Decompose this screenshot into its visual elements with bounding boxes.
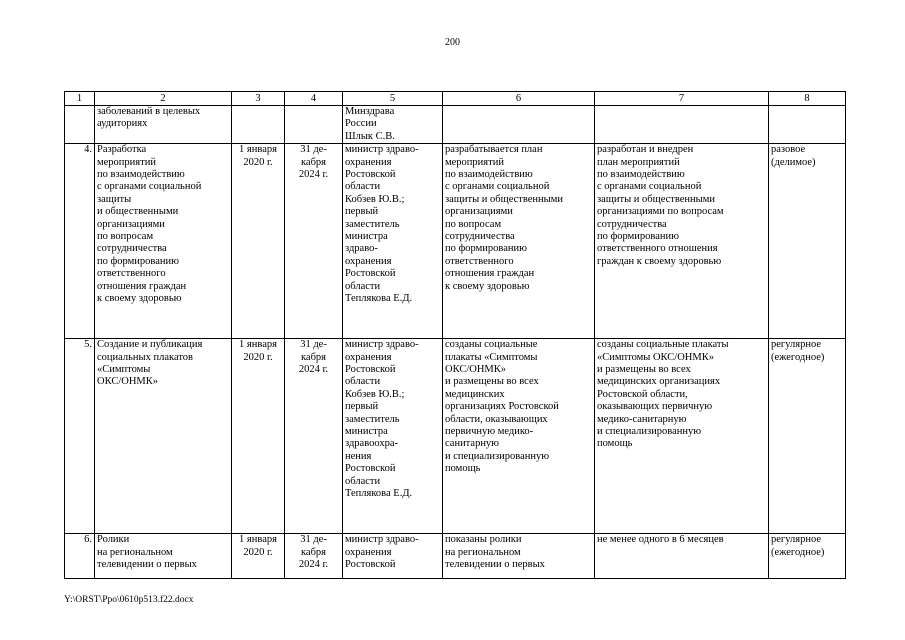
table-row (65, 339, 846, 534)
cell-responsible: министр здраво- охранения Ростовской области Кобзев Ю.В.; первый заместитель министра здравоохра- нения Ростовской области Теплякова Е.Д. (343, 339, 443, 534)
cell-type: разовое (делимое) (769, 144, 846, 339)
cell-result (595, 106, 769, 144)
col-header-3: 3 (232, 92, 285, 106)
col-header-8: 8 (769, 92, 846, 106)
table-row (65, 106, 846, 144)
col-header-4: 4 (285, 92, 343, 106)
cell-number: 4. (65, 144, 95, 339)
footer-file-path: Y:\ORST\Ppo\0610p513.f22.docx (64, 595, 194, 605)
cell-type: регулярное (ежегодное) (769, 339, 846, 534)
page-number: 200 (445, 37, 460, 48)
cell-end-date: 31 де- кабря 2024 г. (285, 339, 343, 534)
measures-table (64, 91, 846, 579)
cell-result: разработан и внедрен план мероприятий по взаимодействию с органами социальной защиты и общественными организациями по вопросам сотрудничества по формированию ответственного отношения граждан к своему здоровью (595, 144, 769, 339)
col-header-2: 2 (95, 92, 232, 106)
cell-number (65, 106, 95, 144)
cell-start-date (232, 106, 285, 144)
cell-event: Создание и публикация социальных плакатов «Симптомы ОКС/ОНМК» (95, 339, 232, 534)
cell-responsible: Минздрава России Шлык С.В. (343, 106, 443, 144)
cell-number: 5. (65, 339, 95, 534)
cell-start-date: 1 января 2020 г. (232, 144, 285, 339)
col-header-5: 5 (343, 92, 443, 106)
cell-result: не менее одного в 6 месяцев (595, 534, 769, 579)
cell-responsible: министр здраво- охранения Ростовской (343, 534, 443, 579)
cell-start-date: 1 января 2020 г. (232, 534, 285, 579)
cell-number: 6. (65, 534, 95, 579)
table-row (65, 534, 846, 579)
header-row (65, 92, 846, 106)
cell-characteristic: созданы социальные плакаты «Симптомы ОКС/ОНМК» и размещены во всех медицинских организациях Ростовской области, оказывающих первичную медико- санитарную и специализированную помощь (443, 339, 595, 534)
cell-responsible: министр здраво- охранения Ростовской области Кобзев Ю.В.; первый заместитель министра здраво- охранения Ростовской области Теплякова Е.Д. (343, 144, 443, 339)
col-header-1: 1 (65, 92, 95, 106)
cell-end-date: 31 де- кабря 2024 г. (285, 534, 343, 579)
cell-event: Разработка мероприятий по взаимодействию с органами социальной защиты и общественными организациями по вопросам сотрудничества по формированию ответственного отношения граждан к своему здоровью (95, 144, 232, 339)
table-row (65, 144, 846, 339)
cell-event: заболеваний в целевых аудиториях (95, 106, 232, 144)
cell-characteristic: разрабатывается план мероприятий по взаимодействию с органами социальной защиты и общественными организациями по вопросам сотрудничества по формированию ответственного отношения граждан к своему здоровью (443, 144, 595, 339)
cell-characteristic (443, 106, 595, 144)
cell-type (769, 106, 846, 144)
cell-start-date: 1 января 2020 г. (232, 339, 285, 534)
cell-end-date (285, 106, 343, 144)
cell-end-date: 31 де- кабря 2024 г. (285, 144, 343, 339)
cell-type: регулярное (ежегодное) (769, 534, 846, 579)
cell-characteristic: показаны ролики на региональном телевидении о первых (443, 534, 595, 579)
cell-result: созданы социальные плакаты «Симптомы ОКС/ОНМК» и размещены во всех медицинских организациях Ростовской области, оказывающих первичную медико-санитарную и специализированную помощь (595, 339, 769, 534)
col-header-7: 7 (595, 92, 769, 106)
col-header-6: 6 (443, 92, 595, 106)
cell-event: Ролики на региональном телевидении о первых (95, 534, 232, 579)
